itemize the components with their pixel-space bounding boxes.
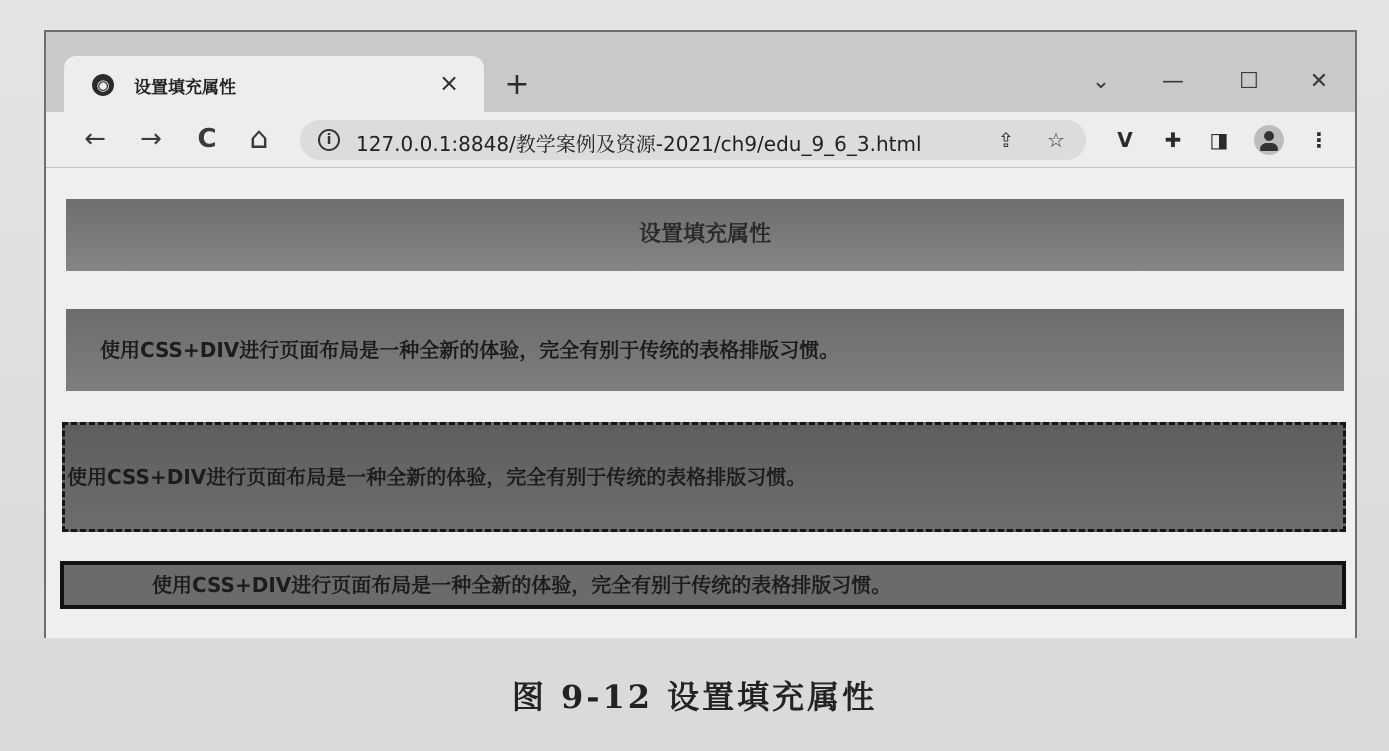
address-bar[interactable] <box>300 120 1086 160</box>
figure-caption: 图 9-12 设置填充属性 <box>511 678 878 716</box>
url-text[interactable]: 127.0.0.1:8848/教学案例及资源-2021/ch9/edu_9_6_3.html <box>356 132 922 156</box>
tab-active[interactable] <box>64 56 484 112</box>
back-icon[interactable]: ← <box>84 124 106 154</box>
tab-search-icon[interactable]: ⌄ <box>1091 69 1111 94</box>
sidebar-icon[interactable]: ◨ <box>1209 128 1229 152</box>
reload-icon[interactable]: C <box>197 124 217 154</box>
padded-paragraph: 使用CSS+DIV进行页面布局是一种全新的体验，完全有别于传统的表格排版习惯。 <box>66 309 1344 391</box>
new-tab-button[interactable]: + <box>504 67 530 102</box>
forward-icon[interactable]: → <box>140 124 162 154</box>
maximize-icon[interactable]: ☐ <box>1239 69 1259 94</box>
star-icon[interactable]: ☆ <box>1047 128 1065 152</box>
puzzle-icon[interactable]: ✚ <box>1164 128 1182 152</box>
info-icon[interactable]: i <box>318 129 340 151</box>
page-content <box>46 169 1355 638</box>
menu-icon[interactable]: ⋮ <box>1309 128 1329 152</box>
tab-close-icon[interactable]: × <box>438 69 460 97</box>
tab-title: 设置填充属性 <box>134 78 236 98</box>
extension-icon[interactable]: V <box>1117 128 1133 152</box>
browser-window <box>44 30 1357 638</box>
profile-icon[interactable] <box>1254 125 1284 155</box>
title-bar <box>46 32 1355 112</box>
close-window-icon[interactable]: ✕ <box>1309 69 1329 94</box>
home-icon[interactable]: ⌂ <box>249 121 269 156</box>
browser-toolbar <box>46 112 1355 168</box>
dashed-paragraph: 使用CSS+DIV进行页面布局是一种全新的体验，完全有别于传统的表格排版习惯。 <box>62 422 1346 532</box>
page-heading: 设置填充属性 <box>66 199 1344 271</box>
globe-icon: ◉ <box>92 74 114 96</box>
share-icon[interactable]: ⇪ <box>997 128 1015 152</box>
bordered-paragraph: 使用CSS+DIV进行页面布局是一种全新的体验，完全有别于传统的表格排版习惯。 <box>60 561 1346 609</box>
minimize-icon[interactable]: — <box>1162 69 1184 94</box>
